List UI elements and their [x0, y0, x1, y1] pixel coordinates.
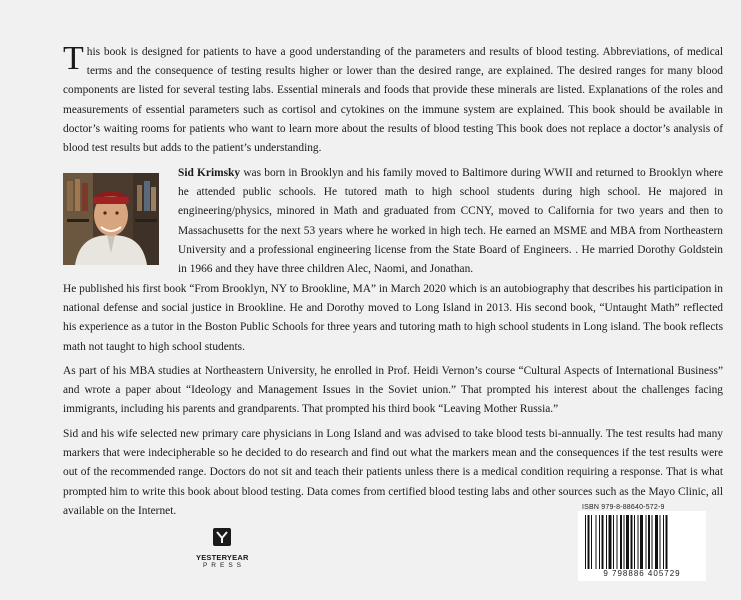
author-photo: [63, 173, 159, 265]
author-bio-text: was born in Brooklyn and his family moved to Baltimore during WWII and returned to Brooklyn where he attended public schools. He tutored math to high school students during high school. He majored in engineering/physics, minored in Math and graduated from CCNY, moved to California for two years and then to Massachusetts for the next 53 years where he worked in high tech. He earned an MSME and MBA from Northeastern University and a professional engineering license from the State Board of Engineers. . He married Dorothy Goldstein in 1966 and they have three children Alec, Naomi, and Jonathan.: [178, 167, 723, 276]
barcode-bars: [585, 515, 699, 569]
author-bio: [178, 164, 723, 279]
author-name: Sid Krimsky: [178, 167, 241, 179]
isbn-label: ISBN 979-8-88640-572-9: [582, 504, 665, 511]
book-description: [63, 40, 723, 158]
book-description-text: his book is designed for patients to have a good understanding of the parameters and results of blood testing. Abbreviations, of medical terms and the consequence of testing results higher or lower than the desired range, are explained. The desired ranges for many blood components are listed for several testing labs. Essential minerals and foods that provide these minerals are listed. Explanations of the roles and measurements of essential parameters such as cortisol and cytokines on the immune system are explained. This book should be available in doctor’s waiting rooms for patients who want to learn more about the results of blood testing This book does not replace a doctor’s analysis of blood test results but adds to the patient’s understanding.: [63, 46, 723, 155]
publisher-subname: PRESS: [202, 562, 246, 569]
publisher-name: YESTERYEAR: [196, 553, 249, 562]
drop-cap: T: [63, 40, 84, 77]
mba-paragraph: As part of his MBA studies at Northeastern University, he enrolled in Prof. Heidi Vernon’s course “Cultural Aspects of International Business” and wrote a paper about “Ideology and Management Issues in the Soviet union.” That prompted his interest about the challenges facing immigrants, including his parents and grandparents. That prompted his third book “Leaving Mother Russia.”: [63, 365, 723, 416]
books-paragraph: He published his first book “From Brooklyn, NY to Brookline, MA” in March 2020 which is an autobiography that describes his participation in national defense and social justice in Brookline. He and Dorothy moved to Long Island in 2013. His second book, “Untaught Math” reflected his experience as a tutor in the Boston Public Schools for three years and tutoring math to high school students in Long island. The book reflects math not taught to high school students.: [63, 283, 723, 353]
blood-tests-paragraph: Sid and his wife selected new primary care physicians in Long Island and was advised to take blood tests bi-annually. The test results had many markers that were indecipherable so he decided to do research and find out what the markers mean and the consequences if the test results were out of the recommended range. Doctors do not sit and teach their patients unless there is a medical condition requiring a response. That is what prompted him to write this book about blood testing. Data comes from certified blood testing labs and other sources such as the Mayo Clinic, all available on the Internet.: [63, 428, 723, 517]
publisher-emblem-icon: [212, 527, 232, 547]
barcode-digits: 9 798886 405729: [603, 569, 681, 578]
barcode: [578, 511, 706, 581]
publisher-logo: [196, 527, 248, 569]
